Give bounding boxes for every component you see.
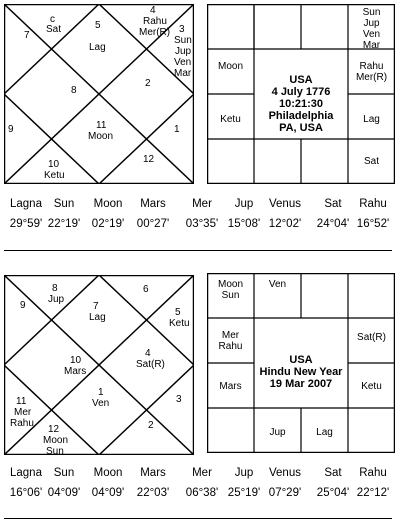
south-cell: Jup [269,427,286,438]
house-num: 8 [71,85,77,96]
house-planets: Lag [89,42,106,53]
planet-degree: 16°06' [9,487,43,499]
planet-label: Mer [192,467,212,479]
house-num: c [50,14,55,25]
house-planets: Jup [48,294,65,305]
house-num: 2 [148,420,154,431]
house-planets: Ven [174,57,192,68]
planet-degrees-row [0,487,400,503]
planet-label: Jup [234,198,254,210]
south-cell: Lag [316,427,333,438]
south-cell: Sun Jup Ven Mar [362,7,381,51]
divider [4,518,392,519]
center-line: 19 Mar 2007 [269,378,333,390]
center-line: 4 July 1776 [271,86,331,98]
house-num: 4 [150,5,156,16]
south-cell: Moon Sun [217,279,243,301]
house-num: 6 [143,284,149,295]
house-planets: Sat [46,24,62,35]
planet-labels-row [0,467,400,483]
planet-label: Rahu [359,467,387,479]
house-planets: Lag [89,312,106,323]
house-planets: Mar [174,68,192,79]
planet-degree: 15°08' [227,218,261,230]
planet-label: Moon [93,467,123,479]
north-chart-2 [4,275,194,455]
planet-label: Mars [140,467,166,479]
center-line: Philadelphia [268,110,334,122]
chart-center-info [254,74,348,134]
planet-label: Sun [53,198,75,210]
planet-label: Sun [53,467,75,479]
north-chart-1 [4,4,194,184]
house-planets: Ketu [169,318,190,329]
planet-label: Venus [269,198,301,210]
planet-degree: 00°27' [136,218,170,230]
planet-label: Mer [192,198,212,210]
south-cell: Rahu Mer(R) [355,61,388,83]
planet-degree: 12°02' [268,218,302,230]
planet-degrees-row [0,218,400,234]
planet-labels-row [0,198,400,214]
center-line: 10:21:30 [278,98,324,110]
planet-label: Mars [140,198,166,210]
house-planets: Moon [43,435,69,446]
house-planets: Ven [92,398,110,409]
planet-degree: 22°03' [136,487,170,499]
center-line: USA [289,354,313,366]
south-cell: Sat(R) [357,332,386,343]
planet-label: Sat [324,467,342,479]
house-num: 9 [8,124,14,135]
planet-label: Venus [269,467,301,479]
house-num: 3 [179,24,185,35]
center-line: USA [289,74,313,86]
planet-label: Lagna [10,467,42,479]
house-planets: Sun [46,446,64,455]
house-planets: Mars [64,366,87,377]
house-planets: Sat(R) [136,359,165,370]
house-planets: Moon [88,131,114,142]
divider [4,250,392,251]
house-num: 5 [175,307,181,318]
planet-degree: 25°04' [316,487,350,499]
south-cell: Moon [217,61,243,72]
house-planets: Ketu [44,170,65,181]
planet-label: Lagna [10,198,42,210]
house-num: 7 [24,30,30,41]
house-num: 5 [95,20,101,31]
house-num: 3 [176,394,182,405]
house-planets: Mer(R) [139,27,171,38]
south-cell: Lag [363,114,380,125]
planet-label: Sat [324,198,342,210]
house-planets: Jup [175,46,192,57]
south-cell: Ven [268,279,287,290]
south-cell: Ketu [361,381,382,392]
house-num: 7 [93,301,99,312]
planet-degree: 29°59' [9,218,43,230]
planet-label: Rahu [359,198,387,210]
south-cell: Mars [219,381,242,392]
house-num: 11 [96,120,107,131]
planet-degree: 04°09' [91,487,125,499]
planet-label: Moon [93,198,123,210]
planet-degree: 16°52' [356,218,390,230]
house-num: 1 [98,387,104,398]
house-num: 4 [145,348,151,359]
planet-degree: 25°19' [227,487,261,499]
center-line: PA, USA [279,122,323,134]
house-num: 10 [48,159,60,170]
planet-degree: 06°38' [185,487,219,499]
house-num: 12 [143,154,155,165]
planet-degree: 03°35' [185,218,219,230]
south-cell: Mer Rahu [218,330,243,352]
planet-degree: 07°29' [268,487,302,499]
house-num: 12 [48,424,60,435]
house-num: 8 [52,283,58,294]
planet-degree: 22°19' [47,218,81,230]
house-num: 9 [20,300,26,311]
house-planets: Sun [174,35,192,46]
house-num: 10 [70,355,82,366]
chart-center-info [254,354,348,390]
house-num: 2 [145,78,151,89]
center-line: Hindu New Year [259,366,343,378]
planet-label: Jup [234,467,254,479]
south-cell: Ketu [220,114,241,125]
planet-degree: 02°19' [91,218,125,230]
planet-degree: 22°12' [356,487,390,499]
south-cell: Sat [363,156,379,167]
planet-degree: 24°04' [316,218,350,230]
house-planets: Rahu [143,16,167,27]
house-num: 1 [174,124,180,135]
house-planets: Rahu [10,418,34,429]
planet-degree: 04°09' [47,487,81,499]
house-num: 11 [16,396,27,407]
house-planets: Mer [14,407,32,418]
